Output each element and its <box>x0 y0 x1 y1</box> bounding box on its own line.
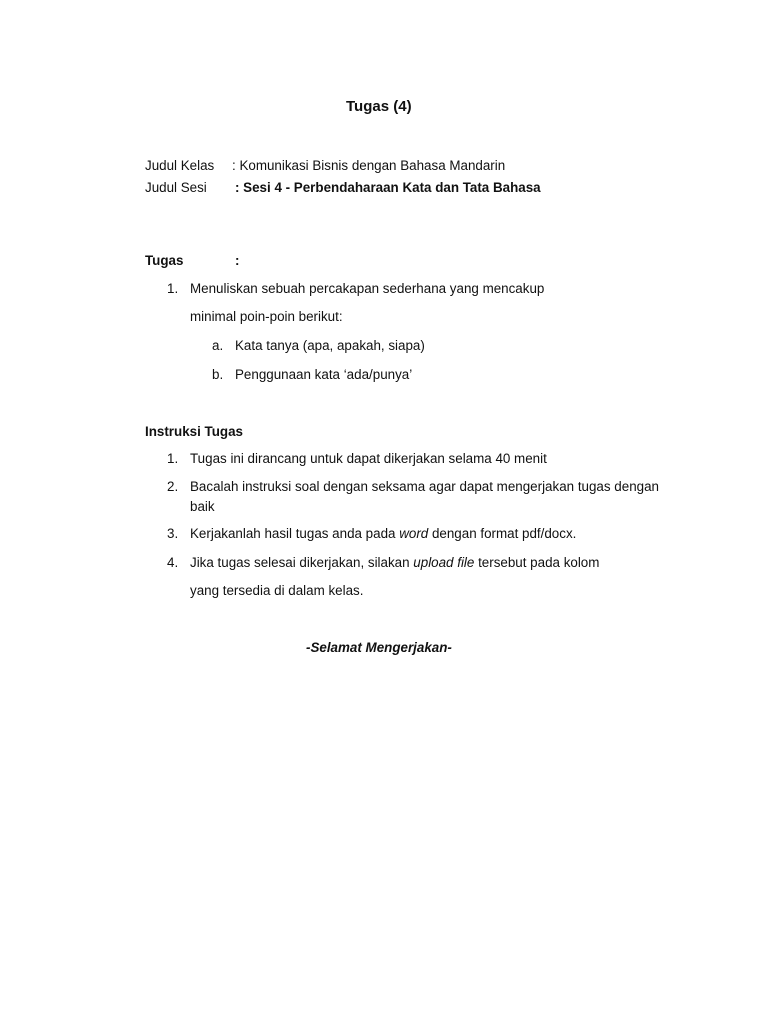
sesi-label: Judul Sesi <box>145 180 207 195</box>
instruksi-item-text: Tugas ini dirancang untuk dapat dikerjakan selama 40 menit <box>190 451 547 466</box>
sesi-value: : Sesi 4 - Perbendaharaan Kata dan Tata Bahasa <box>235 180 541 195</box>
closing-text: -Selamat Mengerjakan- <box>306 640 452 655</box>
instruksi-item-number: 4. <box>167 555 179 570</box>
tugas-colon: : <box>235 253 240 268</box>
sub-item-b-label: b. <box>212 367 224 382</box>
instruksi-item-number: 1. <box>167 451 179 466</box>
instruksi-item-text <box>190 526 576 541</box>
instruksi-text-part: dengan format pdf/docx. <box>428 526 577 541</box>
instruksi-item-number: 2. <box>167 479 179 494</box>
tugas-item-number: 1. <box>167 281 179 296</box>
instruksi-text-emphasis: upload file <box>413 555 475 570</box>
kelas-label: Judul Kelas <box>145 158 215 173</box>
instruksi-text-emphasis: word <box>399 526 429 541</box>
tugas-item-text-cont: minimal poin-poin berikut: <box>190 309 343 324</box>
instruksi-text-part: tersebut pada kolom <box>474 555 600 570</box>
instruksi-item-text-cont: baik <box>190 499 215 514</box>
instruksi-item-number: 3. <box>167 526 179 541</box>
sub-item-b-text: Penggunaan kata ‘ada/punya’ <box>235 367 413 382</box>
instruksi-text-part: Kerjakanlah hasil tugas anda pada <box>190 526 400 541</box>
instruksi-item-text <box>190 555 599 570</box>
instruksi-item-text: Bacalah instruksi soal dengan seksama agar dapat mengerjakan tugas dengan <box>190 479 659 494</box>
sub-item-a-label: a. <box>212 338 224 353</box>
instruksi-heading: Instruksi Tugas <box>145 424 243 439</box>
sub-item-a-text: Kata tanya (apa, apakah, siapa) <box>235 338 425 353</box>
instruksi-text-part: Jika tugas selesai dikerjakan, silakan <box>190 555 414 570</box>
kelas-value: : Komunikasi Bisnis dengan Bahasa Mandarin <box>232 158 506 173</box>
tugas-item-text: Menuliskan sebuah percakapan sederhana yang mencakup <box>190 281 545 296</box>
page-title: Tugas (4) <box>346 98 412 115</box>
instruksi-item-text-cont: yang tersedia di dalam kelas. <box>190 583 364 598</box>
tugas-heading: Tugas <box>145 253 184 268</box>
